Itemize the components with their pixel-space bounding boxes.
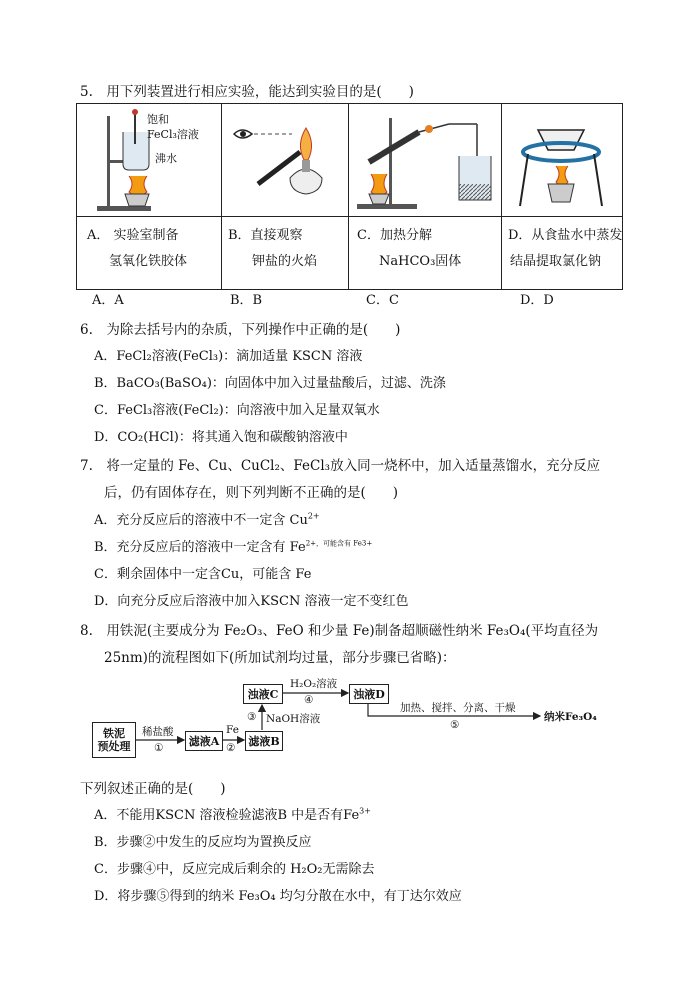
reagent-fe: Fe	[226, 724, 239, 736]
q5-choice-d[interactable]: D．D	[520, 293, 554, 308]
product-nano-fe3o4: 纳米Fe₃O₄	[544, 711, 597, 723]
option-c-line1: C．加热分解	[357, 228, 432, 243]
option-c-line2: NaHCO₃固体	[379, 254, 462, 269]
q6-stem: 6. 为除去括号内的杂质，下列操作中正确的是( )	[80, 322, 401, 338]
box-filtrate-b: 滤液B	[245, 731, 283, 751]
option-a-line2: 氢氧化铁胶体	[109, 254, 188, 269]
q6-option-d[interactable]: D．CO₂(HCl)：将其通入饱和碳酸钠溶液中	[94, 430, 348, 445]
step-1-marker: ①	[154, 742, 164, 754]
step-4-marker: ④	[304, 694, 314, 706]
step-2-marker: ②	[226, 742, 236, 754]
box-iron-mud-pretreatment: 铁泥 预处理	[92, 722, 136, 758]
q7-option-a-text: A．充分反应后的溶液中不一定含 Cu	[94, 513, 308, 528]
q5-choice-c[interactable]: C．C	[366, 293, 399, 308]
q7-option-d[interactable]: D．向充分反应后溶液中加入KSCN 溶液一定不变红色	[94, 594, 409, 609]
label-saturated: 饱和	[147, 113, 169, 126]
q5-choice-a[interactable]: A．A	[92, 293, 124, 308]
step-5-marker: ⑤	[450, 719, 460, 731]
cu-charge: 2+	[307, 511, 320, 521]
q7-option-c[interactable]: C．剩余固体中一定含Cu，可能含 Fe	[94, 567, 312, 582]
option-b-line1: B．直接观察	[228, 228, 303, 243]
q7-option-b-text: B．充分反应后的溶液中一定含有 Fe	[94, 540, 306, 555]
box-turbid-d: 浊液D	[349, 684, 389, 704]
option-b-line2: 钾盐的火焰	[252, 254, 318, 269]
q6-option-b[interactable]: B．BaCO₃(BaSO₄)：向固体中加入过量盐酸后，过滤、洗涤	[94, 376, 446, 391]
q8-option-c[interactable]: C．步骤④中，反应完成后剩余的 H₂O₂无需除去	[94, 862, 375, 877]
q8-option-d[interactable]: D．将步骤⑤得到的纳米 Fe₃O₄ 均匀分散在水中，有丁达尔效应	[94, 889, 462, 904]
q8-stem-line2: 25nm)的流程图如下(所加试剂均过量，部分步骤已省略)：	[104, 650, 456, 666]
step-3-marker: ③	[247, 711, 257, 723]
q8-option-a[interactable]	[94, 804, 371, 823]
label-boiling-water: 沸水	[155, 152, 177, 165]
fe-charge-note: 2+，可能含有 Fe3+	[305, 539, 373, 548]
q5-choice-b[interactable]: B．B	[230, 293, 263, 308]
q6-option-c[interactable]: C．FeCl₃溶液(FeCl₂)：向溶液中加入足量双氧水	[94, 403, 380, 418]
q7-stem-line1: 7. 将一定量的 Fe、Cu、CuCl₂、FeCl₃放入同一烧杯中，加入适量蒸馏水，充分反应	[80, 458, 601, 474]
reagent-dilute-hcl: 稀盐酸	[142, 726, 174, 738]
label-fecl3: FeCl₃溶液	[147, 128, 199, 141]
step-5-conditions: 加热、搅拌、分离、干燥	[400, 702, 516, 714]
reagent-h2o2: H₂O₂溶液	[290, 678, 338, 690]
q5-stem: 5. 用下列装置进行相应实验，能达到实验目的是( )	[80, 84, 414, 100]
option-d-line2: 结晶提取氯化钠	[510, 254, 602, 269]
fe-charge: 3+	[359, 806, 371, 816]
q8-option-b[interactable]: B．步骤②中发生的反应均为置换反应	[94, 835, 312, 850]
q6-option-a[interactable]: A．FeCl₂溶液(FeCl₃)：滴加适量 KSCN 溶液	[94, 349, 363, 364]
q8-stem-line1: 8. 用铁泥(主要成分为 Fe₂O₃、FeO 和少量 Fe)制备超顺磁性纳米 Fe₃O₄(平均直径为	[80, 623, 599, 639]
q7-stem-line2: 后，仍有固体存在，则下列判断不正确的是( )	[104, 485, 399, 501]
reagent-naoh: NaOH溶液	[266, 713, 321, 725]
option-d-line1: D．从食盐水中蒸发	[508, 228, 623, 243]
q8-prompt: 下列叙述正确的是( )	[80, 781, 226, 797]
option-a-line1: A． 实验室制备	[87, 228, 179, 243]
box-turbid-c: 浊液C	[243, 684, 283, 704]
q8-option-a-text: A．不能用KSCN 溶液检验滤液B 中是否有Fe	[94, 808, 360, 823]
box-filtrate-a: 滤液A	[185, 731, 223, 751]
